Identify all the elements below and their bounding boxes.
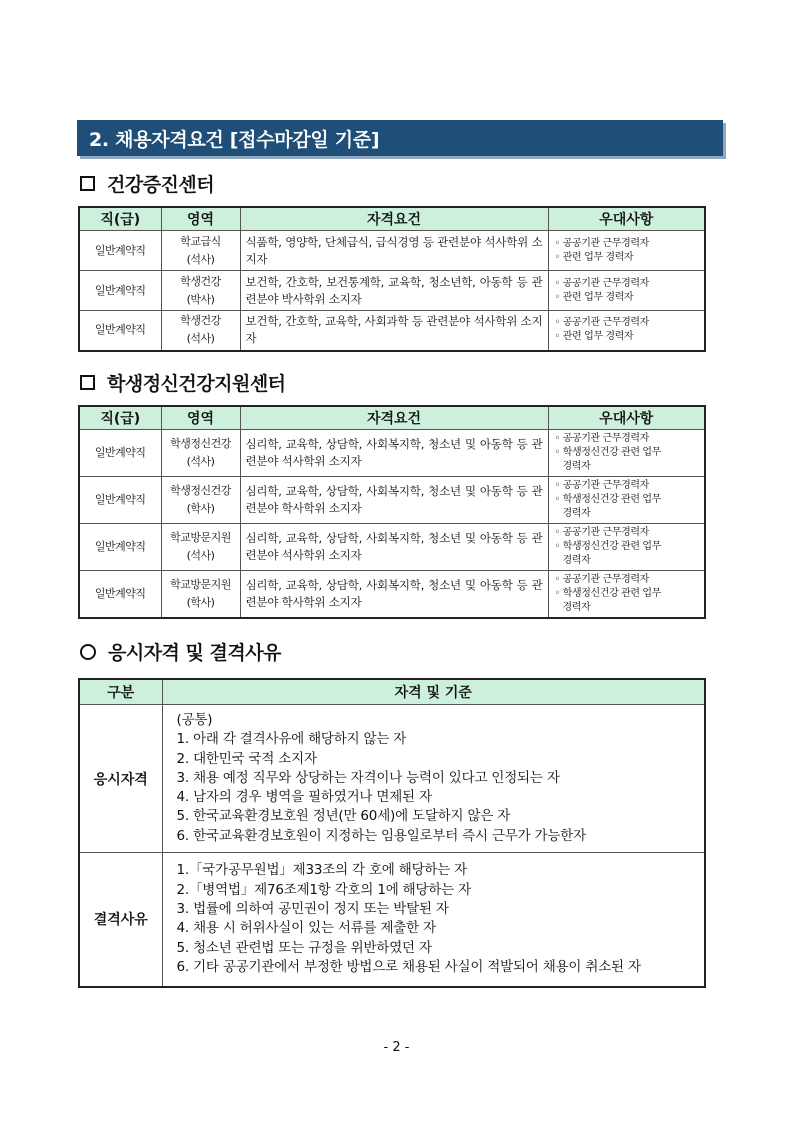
area-name: 학생건강 bbox=[180, 274, 221, 288]
list-item: 1.「국가공무원법」제33조의 각 호에 해당하는 자 bbox=[176, 862, 468, 879]
preference-item: 경력자 bbox=[562, 508, 591, 519]
preference-item: ◦ 관련 업무 경력자 bbox=[554, 251, 634, 263]
requirement-cell: 보건학, 간호학, 교육학, 사회과학 등 관련분야 석사학위 소지자 bbox=[240, 311, 548, 351]
preference-cell bbox=[548, 430, 705, 477]
requirement-cell: 심리학, 교육학, 상담학, 사회복지학, 청소년 및 아동학 등 관련분야 학사학위 소지자 bbox=[240, 571, 548, 618]
list-item: 2. 대한민국 국적 소지자 bbox=[176, 750, 317, 767]
requirement-cell: 심리학, 교육학, 상담학, 사회복지학, 청소년 및 아동학 등 관련분야 석사학위 소지자 bbox=[240, 524, 548, 571]
area-name: 학교방문지원 bbox=[170, 531, 231, 544]
checkbox-square-icon bbox=[80, 176, 95, 191]
disqualification-label: 결격사유 bbox=[79, 853, 162, 987]
preference-item: ◦ 공공기관 근무경력자 bbox=[554, 573, 649, 585]
area-cell bbox=[161, 524, 240, 571]
area-name: 학생건강 bbox=[180, 314, 221, 328]
disqualification-row bbox=[79, 853, 705, 987]
preference-cell bbox=[548, 311, 705, 351]
area-name: 학교방문지원 bbox=[170, 577, 231, 591]
area-degree: (석사) bbox=[186, 455, 215, 468]
circle-bullet-icon bbox=[80, 644, 96, 660]
table-row bbox=[79, 477, 705, 524]
area-degree: (박사) bbox=[186, 292, 215, 306]
area-degree: (학사) bbox=[186, 595, 215, 609]
section-title: 2. 채용자격요건 [접수마감일 기준] bbox=[89, 128, 380, 151]
requirement-cell: 보건학, 간호학, 보건통계학, 교육학, 청소년학, 아동학 등 관련분야 박사학위 소지자 bbox=[240, 271, 548, 311]
header-area: 영역 bbox=[161, 406, 240, 430]
area-cell bbox=[161, 430, 240, 477]
mental-health-center-table bbox=[78, 405, 706, 619]
grade-cell: 일반계약직 bbox=[79, 477, 161, 524]
header-preference: 우대사항 bbox=[548, 406, 705, 430]
area-cell bbox=[161, 477, 240, 524]
table-row bbox=[79, 271, 705, 311]
list-item: 1. 아래 각 결격사유에 해당하지 않는 자 bbox=[176, 731, 407, 748]
grade-cell: 일반계약직 bbox=[79, 231, 161, 271]
table-row bbox=[79, 311, 705, 351]
section-title-bar bbox=[77, 120, 723, 156]
table-row bbox=[79, 231, 705, 271]
preference-item: 경력자 bbox=[562, 601, 591, 613]
preference-cell bbox=[548, 571, 705, 618]
list-item: 6. 한국교육환경보호원이 지정하는 임용일로부터 즉시 근무가 가능한자 bbox=[176, 827, 586, 844]
area-degree: (석사) bbox=[186, 252, 215, 266]
grade-cell: 일반계약직 bbox=[79, 271, 161, 311]
checkbox-square-icon bbox=[80, 375, 95, 390]
list-item: 5. 청소년 관련법 또는 규정을 위반하였던 자 bbox=[176, 939, 432, 956]
eligibility-title: 응시자격 및 결격사유 bbox=[108, 642, 281, 664]
preference-item: ◦ 공공기관 근무경력자 bbox=[554, 277, 649, 289]
grade-cell: 일반계약직 bbox=[79, 311, 161, 351]
area-degree: (학사) bbox=[186, 502, 215, 515]
qualification-items bbox=[162, 705, 705, 853]
qualification-label: 응시자격 bbox=[79, 705, 162, 853]
preference-item: ◦ 학생정신건강 관련 업무 bbox=[554, 447, 661, 458]
area-degree: (석사) bbox=[186, 549, 215, 562]
list-item: 4. 채용 시 허위사실이 있는 서류를 제출한 자 bbox=[176, 920, 436, 937]
header-criteria: 자격 및 기준 bbox=[162, 679, 705, 705]
table-header-row bbox=[79, 679, 705, 705]
header-requirements: 자격요건 bbox=[240, 406, 548, 430]
preference-cell bbox=[548, 477, 705, 524]
list-item: 6. 기타 공공기관에서 부정한 방법으로 채용된 사실이 적발되어 채용이 취소된 자 bbox=[176, 958, 641, 975]
eligibility-heading bbox=[80, 638, 281, 665]
preference-cell bbox=[548, 271, 705, 311]
area-name: 학교급식 bbox=[180, 234, 221, 248]
header-grade: 직(급) bbox=[79, 406, 161, 430]
health-center-table bbox=[78, 206, 706, 352]
list-item: 3. 채용 예정 직무와 상당하는 자격이나 능력이 있다고 인정되는 자 bbox=[176, 769, 560, 786]
list-item: 4. 남자의 경우 병역을 필하였거나 면제된 자 bbox=[176, 789, 432, 806]
grade-cell: 일반계약직 bbox=[79, 524, 161, 571]
disqualification-items bbox=[162, 853, 705, 987]
preference-item: 경력자 bbox=[562, 461, 591, 472]
preference-item: ◦ 공공기관 근무경력자 bbox=[554, 480, 649, 491]
preference-item: ◦ 관련 업무 경력자 bbox=[554, 291, 634, 303]
area-cell bbox=[161, 571, 240, 618]
header-category: 구분 bbox=[79, 679, 162, 705]
preference-item: ◦ 학생정신건강 관련 업무 bbox=[554, 587, 661, 599]
table-row bbox=[79, 430, 705, 477]
preference-item: ◦ 공공기관 근무경력자 bbox=[554, 433, 649, 444]
preference-item: ◦ 학생정신건강 관련 업무 bbox=[554, 541, 661, 552]
area-cell bbox=[161, 271, 240, 311]
center-heading-health bbox=[80, 170, 214, 197]
qualification-row bbox=[79, 705, 705, 853]
area-cell bbox=[161, 311, 240, 351]
preference-item: ◦ 공공기관 근무경력자 bbox=[554, 237, 649, 249]
eligibility-table bbox=[78, 678, 706, 988]
page-number: - 2 - bbox=[383, 1040, 410, 1055]
preference-cell bbox=[548, 231, 705, 271]
table-header-row bbox=[79, 406, 705, 430]
list-item: (공통) bbox=[176, 712, 213, 728]
preference-item: ◦ 공공기관 근무경력자 bbox=[554, 317, 649, 329]
preference-item: ◦ 학생정신건강 관련 업무 bbox=[554, 494, 661, 505]
grade-cell: 일반계약직 bbox=[79, 571, 161, 618]
list-item: 2.「병역법」제76조제1항 각호의 1에 해당하는 자 bbox=[176, 881, 471, 898]
table-header-row bbox=[79, 207, 705, 231]
requirement-cell: 심리학, 교육학, 상담학, 사회복지학, 청소년 및 아동학 등 관련분야 학사학위 소지자 bbox=[240, 477, 548, 524]
area-degree: (석사) bbox=[186, 332, 215, 346]
preference-item: ◦ 공공기관 근무경력자 bbox=[554, 527, 649, 538]
preference-cell bbox=[548, 524, 705, 571]
list-item: 3. 법률에 의하여 공민권이 정지 또는 박탈된 자 bbox=[176, 901, 449, 918]
header-grade: 직(급) bbox=[79, 207, 161, 231]
preference-item: ◦ 관련 업무 경력자 bbox=[554, 331, 634, 343]
area-name: 학생정신건강 bbox=[170, 437, 231, 450]
list-item: 5. 한국교육환경보호원 정년(만 60세)에 도달하지 않은 자 bbox=[176, 808, 511, 825]
area-cell bbox=[161, 231, 240, 271]
requirement-cell: 식품학, 영양학, 단체급식, 급식경영 등 관련분야 석사학위 소지자 bbox=[240, 231, 548, 271]
header-area: 영역 bbox=[161, 207, 240, 231]
preference-item: 경력자 bbox=[562, 555, 591, 566]
table-row bbox=[79, 571, 705, 618]
area-name: 학생정신건강 bbox=[170, 484, 231, 497]
header-preference: 우대사항 bbox=[548, 207, 705, 231]
table-row bbox=[79, 524, 705, 571]
requirement-cell: 심리학, 교육학, 상담학, 사회복지학, 청소년 및 아동학 등 관련분야 석사학위 소지자 bbox=[240, 430, 548, 477]
center-title: 학생정신건강지원센터 bbox=[107, 373, 286, 395]
header-requirements: 자격요건 bbox=[240, 207, 548, 231]
grade-cell: 일반계약직 bbox=[79, 430, 161, 477]
center-title: 건강증진센터 bbox=[107, 174, 215, 196]
center-heading-mental-health bbox=[80, 369, 286, 396]
